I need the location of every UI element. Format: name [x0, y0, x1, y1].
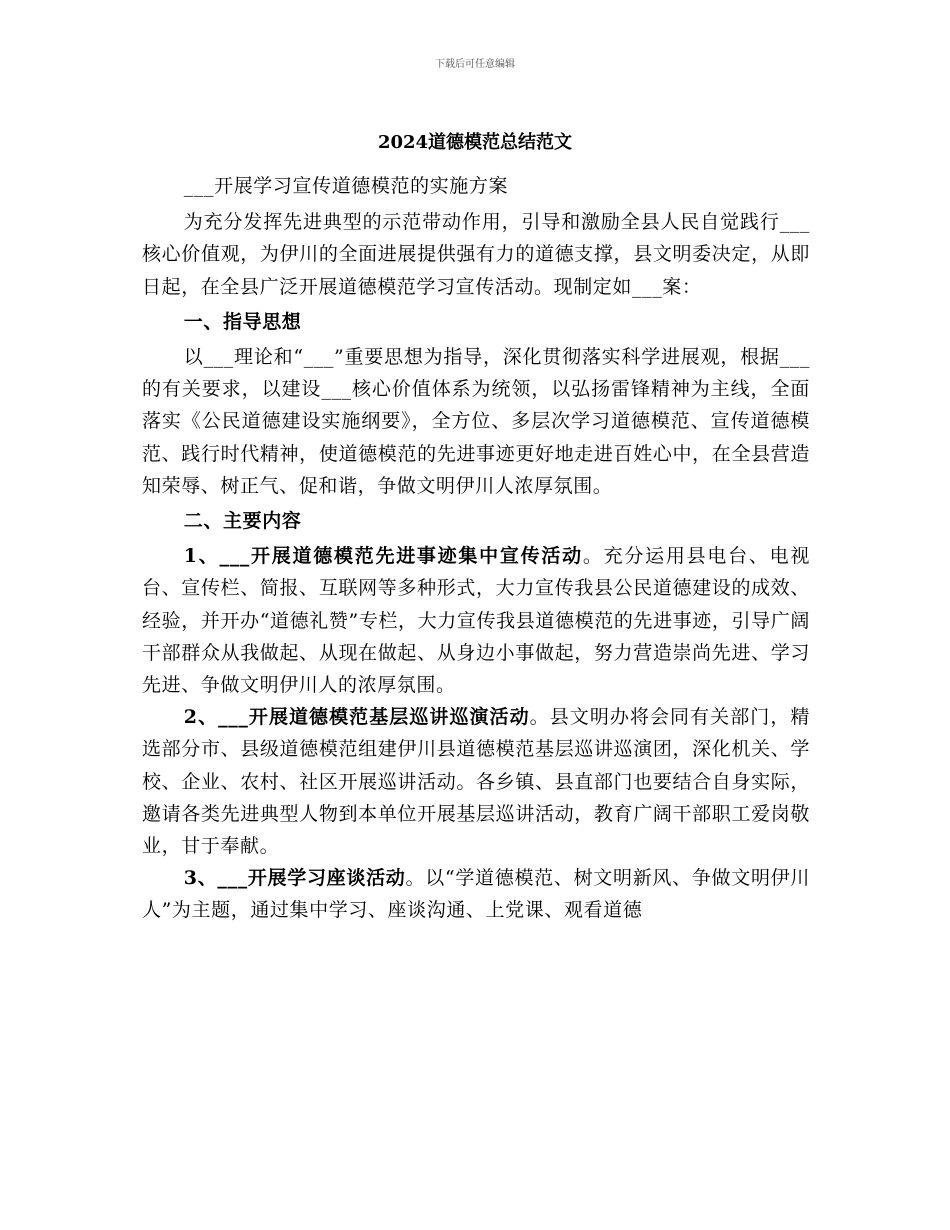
item-text: 。县文明办将会同有关部门，精选部分市、县级道德模范组建伊川县道德模范基层巡讲巡演团，深化机关、学校、企业、农村、社区开展巡讲活动。各乡镇、县直部门也要结合自身实际，邀请各类先进典型人物到本单位开展基层巡讲活动，教育广阔干部职工爱岗敬业，甘于奉献。: [142, 706, 810, 858]
page-header: 下载后可任意编辑: [435, 59, 515, 70]
intro-paragraph: 为充分发挥先进典型的示范带动作用，引导和激励全县人民自觉践行___核心价值观，为伊川的全面进展提供强有力的道德支撑，县文明委决定，从即日起，在全县广泛开展道德模范学习宣传活动。现制定如___案：: [142, 211, 810, 298]
document-body: [142, 170, 810, 927]
section1-paragraph: 以___理论和“___”重要思想为指导，深化贯彻落实科学进展观，根据___的有关要求，以建设___核心价值体系为统领，以弘扬雷锋精神为主线，全面落实《公民道德建设实施纲要》，全方位、多层次学习道德模范、宣传道德模范、践行时代精神，使道德模范的先进事迹更好地走进百姓心中，在全县营造知荣辱、树正气、促和谐，争做文明伊川人浓厚氛围。: [142, 346, 810, 497]
document-title: 2024道德模范总结范文: [377, 132, 573, 153]
list-item: [142, 701, 810, 862]
list-item: [142, 862, 810, 926]
item-text: 。充分运用县电台、电视台、宣传栏、简报、互联网等多种形式，大力宣传我县公民道德建设的成效、经验，并开办“道德礼赞”专栏，大力宣传我县道德模范的先进事迹，引导广阔干部群众从我做起、从现在做起、从身边小事做起，努力营造崇尚先进、学习先进、争做文明伊川人的浓厚氛围。: [142, 545, 810, 697]
item-lead: 3、___开展学习座谈活动: [183, 867, 406, 890]
section2-heading: 二、主要内容: [183, 510, 302, 533]
item-lead: 1、___开展道德模范先进事迹集中宣传活动: [183, 545, 583, 568]
section1-heading: 一、指导思想: [183, 310, 302, 333]
subtitle: ___开展学习宣传道德模范的实施方案: [183, 175, 509, 197]
list-item: [142, 540, 810, 701]
item-lead: 2、___开展道德模范基层巡讲巡演活动: [183, 706, 530, 729]
item-text: 。以“学道德模范、树文明新风、争做文明伊川人”为主题，通过集中学习、座谈沟通、上党课、观看道德: [142, 867, 810, 922]
